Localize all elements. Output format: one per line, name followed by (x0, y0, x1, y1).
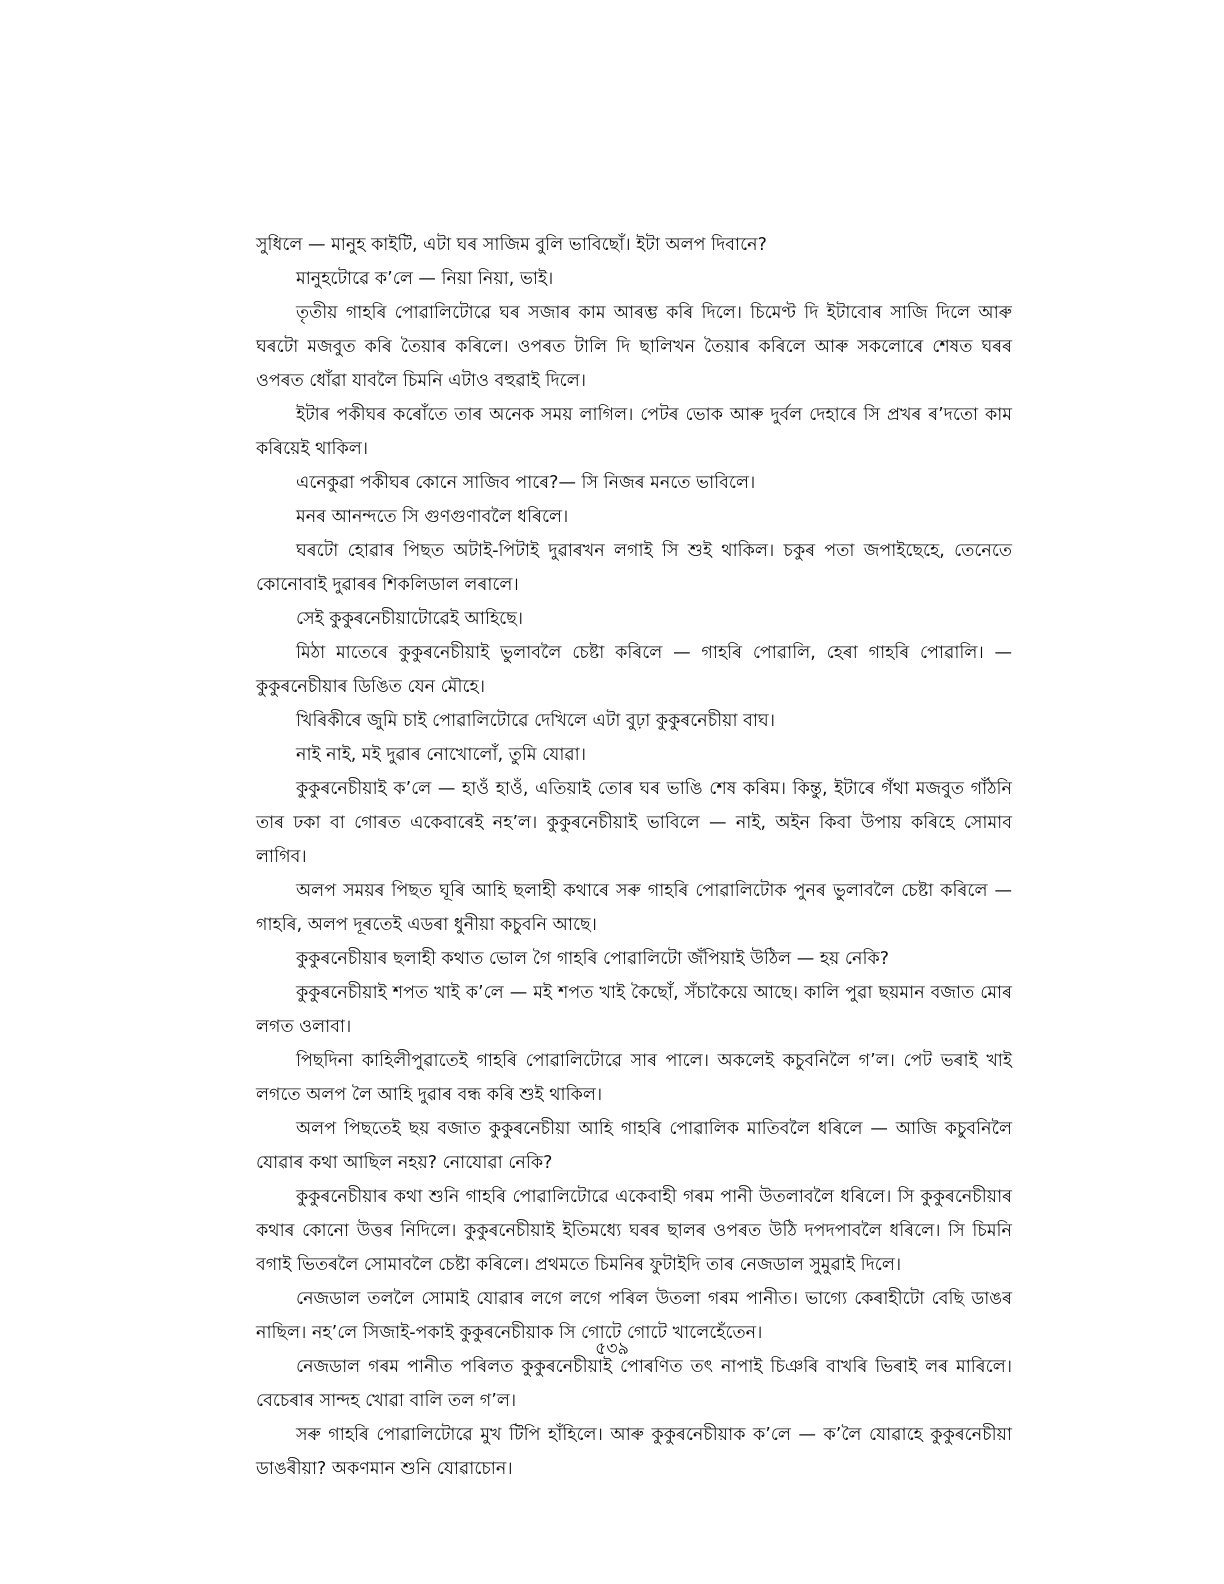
paragraph-18: কুকুৰনেচীয়াৰ কথা শুনি গাহৰি পোৱালিটোৱে একেবাহী গৰম পানী উতলাবলৈ ধৰিলে। সি কুকুৰনেচীয়াৰ কথাৰ কোনো উত্তৰ নিদিলে। কুকুৰনেচীয়াই ইতিমধ্যে ঘৰৰ ছালৰ ওপৰত উঠি দপদপাবলৈ ধৰিলে। সি চিমনি বগাই ভিতৰলৈ সোমাবলৈ চেষ্টা কৰিলে। প্ৰথমতে চিমনিৰ ফুটাইদি তাৰ নেজডাল সুমুৱাই দিলে। (256, 1187, 1012, 1275)
paragraph-3: তৃতীয় গাহৰি পোৱালিটোৱে ঘৰ সজাৰ কাম আৰম্ভ কৰি দিলে। চিমেণ্ট দি ইটাবোৰ সাজি দিলে আৰু ঘৰটো মজবুত কৰি তৈয়াৰ কৰিলে। ওপৰত টালি দি ছালিখন তৈয়াৰ কৰিলে আৰু সকলোৰে শেষত ঘৰৰ ওপৰত ধোঁৱা যাবলৈ চিমনি এটাও বহুৱাই দিলে। (256, 303, 1012, 391)
paragraph-2: মানুহটোৱে ক’লে — নিয়া নিয়া, ভাই। (296, 269, 554, 289)
paragraph-15: কুকুৰনেচীয়াই শপত খাই ক’লে — মই শপত খাই কৈছোঁ, সঁচাকৈয়ে আছে। কালি পুৱা ছয়মান বজাত মোৰ লগত ওলাবা। (256, 983, 1012, 1037)
paragraph-1: সুধিলে — মানুহ কাইটি, এটা ঘৰ সাজিম বুলি ভাবিছোঁ। ইটা অলপ দিবানে? (256, 235, 767, 255)
paragraph-5: এনেকুৱা পকীঘৰ কোনে সাজিব পাৰে?— সি নিজৰ মনতে ভাবিলে। (296, 473, 756, 493)
paragraph-16: পিছদিনা কাহিলীপুৱাতেই গাহৰি পোৱালিটোৱে সাৰ পালে। অকলেই কচুবনিলৈ গ’ল। পেট ভৰাই খাই লগতে অলপ লৈ আহি দুৱাৰ বন্ধ কৰি শুই থাকিল। (256, 1051, 1012, 1105)
paragraph-17: অলপ পিছতেই ছয় বজাত কুকুৰনেচীয়া আহি গাহৰি পোৱালিক মাতিবলৈ ধৰিলে — আজি কচুবনিলৈ যোৱাৰ কথা আছিল নহয়? নোযোৱা নেকি? (256, 1119, 1012, 1173)
paragraph-8: সেই কুকুৰনেচীয়াটোৱেই আহিছে। (296, 609, 524, 629)
paragraph-10: খিৰিকীৰে জুমি চাই পোৱালিটোৱে দেখিলে এটা বুঢ়া কুকুৰনেচীয়া বাঘ। (296, 711, 775, 731)
paragraph-9: মিঠা মাতেৰে কুকুৰনেচীয়াই ভুলাবলৈ চেষ্টা কৰিলে — গাহৰি পোৱালি, হেৰা গাহৰি পোৱালি। — কুকুৰনেচীয়াৰ ডিঙিত যেন মৌহে। (256, 643, 1012, 697)
paragraph-6: মনৰ আনন্দতে সি গুণগুণাবলৈ ধৰিলে। (296, 507, 569, 527)
story-text (256, 228, 1012, 1486)
paragraph-13: অলপ সময়ৰ পিছত ঘূৰি আহি ছলাহী কথাৰে সৰু গাহৰি পোৱালিটোক পুনৰ ভুলাবলৈ চেষ্টা কৰিলে — গাহৰি, অলপ দূৰতেই এডৰা ধুনীয়া কচুবনি আছে। (256, 881, 1012, 935)
paragraph-12: কুকুৰনেচীয়াই ক’লে — হাওঁ হাওঁ, এতিয়াই তোৰ ঘৰ ভাঙি শেষ কৰিম। কিন্তু, ইটাৰে গঁথা মজবুত গাঁঠনি তাৰ ঢকা বা গোৰত একেবাৰেই নহ’ল। কুকুৰনেচীয়াই ভাবিলে — নাই, অইন কিবা উপায় কৰিহে সোমাব লাগিব। (256, 779, 1012, 867)
paragraph-21: সৰু গাহৰি পোৱালিটোৱে মুখ টিপি হাঁহিলে। আৰু কুকুৰনেচীয়াক ক’লে — ক’লৈ যোৱাহে কুকুৰনেচীয়া ডাঙৰীয়া? অকণমান শুনি যোৱাচোন। (256, 1425, 1012, 1479)
page-number: ৫৩৯ (594, 1339, 630, 1359)
paragraph-11: নাই নাই, মই দুৱাৰ নোখোলোঁ, তুমি যোৱা। (296, 745, 586, 765)
paragraph-4: ইটাৰ পকীঘৰ কৰোঁতে তাৰ অনেক সময় লাগিল। পেটৰ ভোক আৰু দুৰ্বল দেহাৰে সি প্ৰখৰ ৰ’দতো কাম কৰিয়েই থাকিল। (256, 405, 1012, 459)
paragraph-7: ঘৰটো হোৱাৰ পিছত অটাই-পিটাই দুৱাৰখন লগাই সি শুই থাকিল। চকুৰ পতা জপাইছেহে, তেনেতে কোনোবাই দুৱাৰৰ শিকলিডাল লৰালে। (256, 541, 1012, 595)
paragraph-19: নেজডাল তললৈ সোমাই যোৱাৰ লগে লগে পৰিল উতলা গৰম পানীত। ভাগ্যে কেৰাহীটো বেছি ডাঙৰ নাছিল। নহ’লে সিজাই-পকাই কুকুৰনেচীয়াক সি গোটে গোটে খালেহেঁতেন। (256, 1289, 1012, 1343)
paragraph-20: নেজডাল গৰম পানীত পৰিলত কুকুৰনেচীয়াই পোৰণিত তৎ নাপাই চিঞৰি বাখৰি ভিৰাই লৰ মাৰিলে। বেচেৰাৰ সান্দহ খোৱা বালি তল গ’ল। (256, 1357, 1012, 1411)
paragraph-14: কুকুৰনেচীয়াৰ ছলাহী কথাত ভোল গৈ গাহৰি পোৱালিটো জঁপিয়াই উঠিল — হয় নেকি? (296, 949, 889, 969)
